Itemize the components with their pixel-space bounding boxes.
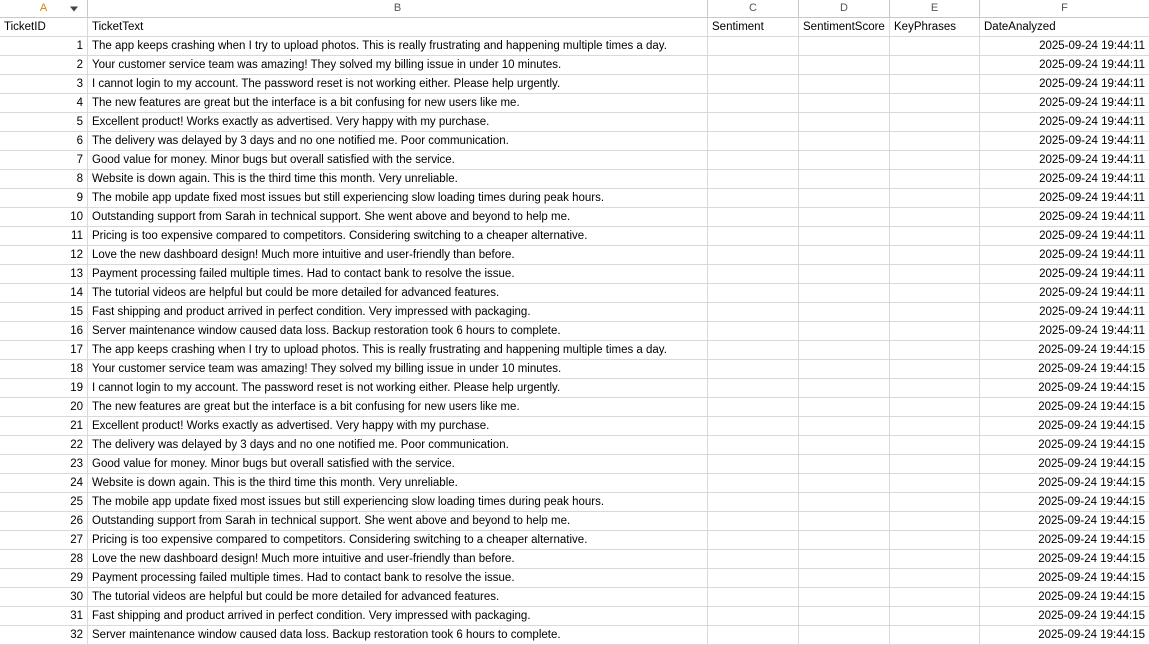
cell-sentimentscore[interactable] <box>799 322 890 340</box>
cell-dateanalyzed[interactable]: 2025-09-24 19:44:11 <box>1039 325 1145 337</box>
cell-keyphrases[interactable] <box>890 113 980 131</box>
cell-sentimentscore[interactable] <box>799 56 890 74</box>
cell-sentimentscore[interactable] <box>799 455 890 473</box>
cell-ticketid[interactable]: 8 <box>0 170 88 188</box>
cell-tickettext[interactable]: Payment processing failed multiple times. Had to contact bank to resolve the issue. <box>88 265 708 283</box>
cell-sentimentscore[interactable] <box>799 626 890 644</box>
cell-keyphrases[interactable] <box>890 189 980 207</box>
table-row <box>0 398 1149 417</box>
table-header-row <box>0 18 1149 37</box>
cell-sentimentscore[interactable] <box>799 208 890 226</box>
cell-ticketid[interactable]: 20 <box>0 398 88 416</box>
cell-dateanalyzed[interactable]: 2025-09-24 19:44:15 <box>1038 553 1145 565</box>
cell-tickettext[interactable]: Good value for money. Minor bugs but overall satisfied with the service. <box>88 455 708 473</box>
cell-sentiment[interactable] <box>708 208 799 226</box>
table-row <box>0 474 1149 493</box>
cell-ticketid[interactable]: 15 <box>0 303 88 321</box>
cell-keyphrases[interactable] <box>890 227 980 245</box>
cell-tickettext[interactable]: Outstanding support from Sarah in technical support. She went above and beyond to help me. <box>88 208 708 226</box>
cell-keyphrases[interactable] <box>890 569 980 587</box>
table-row <box>0 246 1149 265</box>
cell-sentiment[interactable] <box>708 607 799 625</box>
cell-ticketid[interactable]: 7 <box>0 151 88 169</box>
cell-sentiment[interactable] <box>708 75 799 93</box>
cell-sentimentscore[interactable] <box>799 417 890 435</box>
table-row <box>0 360 1149 379</box>
header-cell-keyphrases[interactable]: KeyPhrases <box>890 18 980 36</box>
cell-dateanalyzed[interactable]: 2025-09-24 19:44:11 <box>1039 78 1145 90</box>
table-row <box>0 37 1149 56</box>
cell-tickettext[interactable]: Website is down again. This is the third time this month. Very unreliable. <box>88 170 708 188</box>
cell-keyphrases[interactable] <box>890 360 980 378</box>
table-row <box>0 379 1149 398</box>
cell-sentiment[interactable] <box>708 227 799 245</box>
table-row <box>0 493 1149 512</box>
cell-tickettext[interactable]: I cannot login to my account. The password reset is not working either. Please help urgently. <box>88 75 708 93</box>
cell-keyphrases[interactable] <box>890 56 980 74</box>
table-row <box>0 227 1149 246</box>
cell-keyphrases[interactable] <box>890 75 980 93</box>
cell-tickettext[interactable]: The app keeps crashing when I try to upload photos. This is really frustrating and happening multiple times a day. <box>88 341 708 359</box>
table-row <box>0 550 1149 569</box>
cell-ticketid[interactable]: 17 <box>0 341 88 359</box>
header-cell-ticketid[interactable]: TicketID <box>0 18 88 36</box>
cell-dateanalyzed[interactable]: 2025-09-24 19:44:15 <box>1038 363 1145 375</box>
cell-dateanalyzed[interactable]: 2025-09-24 19:44:15 <box>1038 572 1145 584</box>
cell-tickettext[interactable]: Payment processing failed multiple times. Had to contact bank to resolve the issue. <box>88 569 708 587</box>
cell-keyphrases[interactable] <box>890 626 980 644</box>
cell-tickettext[interactable]: The new features are great but the interface is a bit confusing for new users like me. <box>88 94 708 112</box>
cell-ticketid[interactable]: 13 <box>0 265 88 283</box>
column-letter-label: B <box>393 2 402 14</box>
cell-keyphrases[interactable] <box>890 265 980 283</box>
cell-dateanalyzed[interactable]: 2025-09-24 19:44:15 <box>1038 420 1145 432</box>
cell-keyphrases[interactable] <box>890 284 980 302</box>
cell-dateanalyzed[interactable]: 2025-09-24 19:44:15 <box>1038 344 1145 356</box>
cell-sentimentscore[interactable] <box>799 284 890 302</box>
cell-sentiment[interactable] <box>708 360 799 378</box>
cell-tickettext[interactable]: Excellent product! Works exactly as advertised. Very happy with my purchase. <box>88 417 708 435</box>
cell-sentimentscore[interactable] <box>799 493 890 511</box>
header-cell-sentiment[interactable]: Sentiment <box>708 18 799 36</box>
cell-tickettext[interactable]: The app keeps crashing when I try to upload photos. This is really frustrating and happening multiple times a day. <box>88 37 708 55</box>
cell-dateanalyzed[interactable]: 2025-09-24 19:44:11 <box>1039 192 1145 204</box>
cell-ticketid[interactable]: 30 <box>0 588 88 606</box>
cell-sentimentscore[interactable] <box>799 75 890 93</box>
cell-ticketid[interactable]: 31 <box>0 607 88 625</box>
cell-tickettext[interactable]: Outstanding support from Sarah in technical support. She went above and beyond to help me. <box>88 512 708 530</box>
cell-keyphrases[interactable] <box>890 208 980 226</box>
cell-tickettext[interactable]: Your customer service team was amazing! They solved my billing issue in under 10 minutes. <box>88 360 708 378</box>
table-row <box>0 607 1149 626</box>
cell-sentiment[interactable] <box>708 588 799 606</box>
cell-sentiment[interactable] <box>708 455 799 473</box>
cell-sentimentscore[interactable] <box>799 303 890 321</box>
cell-keyphrases[interactable] <box>890 303 980 321</box>
table-row <box>0 531 1149 550</box>
table-row <box>0 208 1149 227</box>
column-header-f[interactable] <box>980 0 1149 17</box>
cell-tickettext[interactable]: The new features are great but the interface is a bit confusing for new users like me. <box>88 398 708 416</box>
cell-sentimentscore[interactable] <box>799 265 890 283</box>
cell-tickettext[interactable]: Pricing is too expensive compared to competitors. Considering switching to a cheaper alternative. <box>88 531 708 549</box>
cell-sentiment[interactable] <box>708 436 799 454</box>
cell-sentiment[interactable] <box>708 398 799 416</box>
cell-sentimentscore[interactable] <box>799 37 890 55</box>
cell-dateanalyzed[interactable]: 2025-09-24 19:44:11 <box>1039 173 1145 185</box>
cell-ticketid[interactable]: 26 <box>0 512 88 530</box>
cell-dateanalyzed[interactable]: 2025-09-24 19:44:11 <box>1039 59 1145 71</box>
cell-sentimentscore[interactable] <box>799 398 890 416</box>
table-row <box>0 189 1149 208</box>
cell-dateanalyzed[interactable]: 2025-09-24 19:44:11 <box>1039 306 1145 318</box>
column-header-d[interactable] <box>799 0 890 17</box>
header-cell-dateanalyzed[interactable]: DateAnalyzed <box>984 21 1056 33</box>
table-row <box>0 170 1149 189</box>
cell-dateanalyzed[interactable]: 2025-09-24 19:44:15 <box>1038 591 1145 603</box>
cell-dateanalyzed[interactable]: 2025-09-24 19:44:11 <box>1039 154 1145 166</box>
cell-ticketid[interactable]: 4 <box>0 94 88 112</box>
cell-keyphrases[interactable] <box>890 436 980 454</box>
column-letter-label: E <box>930 2 939 14</box>
cell-sentiment[interactable] <box>708 322 799 340</box>
cell-dateanalyzed[interactable]: 2025-09-24 19:44:11 <box>1039 211 1145 223</box>
column-header-b[interactable] <box>88 0 708 17</box>
cell-dateanalyzed[interactable]: 2025-09-24 19:44:11 <box>1039 268 1145 280</box>
cell-ticketid[interactable]: 1 <box>0 37 88 55</box>
cell-sentiment[interactable] <box>708 379 799 397</box>
cell-tickettext[interactable]: Love the new dashboard design! Much more intuitive and user-friendly than before. <box>88 246 708 264</box>
cell-sentiment[interactable] <box>708 550 799 568</box>
cell-dateanalyzed[interactable]: 2025-09-24 19:44:15 <box>1038 458 1145 470</box>
cell-ticketid[interactable]: 11 <box>0 227 88 245</box>
cell-sentiment[interactable] <box>708 265 799 283</box>
cell-keyphrases[interactable] <box>890 341 980 359</box>
table-row <box>0 569 1149 588</box>
cell-sentiment[interactable] <box>708 303 799 321</box>
header-cell-sentimentscore[interactable]: SentimentScore <box>799 18 890 36</box>
table-row <box>0 436 1149 455</box>
cell-dateanalyzed[interactable]: 2025-09-24 19:44:15 <box>1038 439 1145 451</box>
sheet-rows <box>0 18 1149 645</box>
cell-dateanalyzed[interactable]: 2025-09-24 19:44:15 <box>1038 629 1145 641</box>
cell-keyphrases[interactable] <box>890 455 980 473</box>
cell-ticketid[interactable]: 21 <box>0 417 88 435</box>
cell-ticketid[interactable]: 9 <box>0 189 88 207</box>
cell-sentiment[interactable] <box>708 284 799 302</box>
cell-tickettext[interactable]: The delivery was delayed by 3 days and no one notified me. Poor communication. <box>88 132 708 150</box>
cell-sentiment[interactable] <box>708 569 799 587</box>
cell-ticketid[interactable]: 24 <box>0 474 88 492</box>
cell-sentimentscore[interactable] <box>799 246 890 264</box>
cell-tickettext[interactable]: The tutorial videos are helpful but could be more detailed for advanced features. <box>88 588 708 606</box>
cell-keyphrases[interactable] <box>890 550 980 568</box>
table-row <box>0 626 1149 645</box>
cell-sentimentscore[interactable] <box>799 607 890 625</box>
cell-sentimentscore[interactable] <box>799 151 890 169</box>
table-row <box>0 132 1149 151</box>
cell-tickettext[interactable]: Excellent product! Works exactly as advertised. Very happy with my purchase. <box>88 113 708 131</box>
cell-tickettext[interactable]: Server maintenance window caused data loss. Backup restoration took 6 hours to complete. <box>88 322 708 340</box>
cell-keyphrases[interactable] <box>890 170 980 188</box>
column-letter-label: C <box>749 2 757 14</box>
cell-tickettext[interactable]: Fast shipping and product arrived in perfect condition. Very impressed with packaging. <box>88 607 708 625</box>
cell-ticketid[interactable]: 3 <box>0 75 88 93</box>
cell-keyphrases[interactable] <box>890 37 980 55</box>
cell-dateanalyzed[interactable]: 2025-09-24 19:44:11 <box>1039 249 1145 261</box>
cell-keyphrases[interactable] <box>890 132 980 150</box>
cell-sentiment[interactable] <box>708 493 799 511</box>
table-row <box>0 75 1149 94</box>
column-header-e[interactable] <box>890 0 980 17</box>
cell-dateanalyzed[interactable]: 2025-09-24 19:44:15 <box>1038 496 1145 508</box>
cell-dateanalyzed[interactable]: 2025-09-24 19:44:11 <box>1039 135 1145 147</box>
table-row <box>0 94 1149 113</box>
cell-sentimentscore[interactable] <box>799 550 890 568</box>
cell-ticketid[interactable]: 14 <box>0 284 88 302</box>
cell-dateanalyzed[interactable]: 2025-09-24 19:44:15 <box>1038 610 1145 622</box>
cell-sentiment[interactable] <box>708 626 799 644</box>
cell-keyphrases[interactable] <box>890 246 980 264</box>
cell-ticketid[interactable]: 19 <box>0 379 88 397</box>
cell-tickettext[interactable]: The delivery was delayed by 3 days and no one notified me. Poor communication. <box>88 436 708 454</box>
column-letter-label: F <box>1061 2 1068 14</box>
cell-ticketid[interactable]: 16 <box>0 322 88 340</box>
cell-ticketid[interactable]: 18 <box>0 360 88 378</box>
cell-sentimentscore[interactable] <box>799 189 890 207</box>
cell-ticketid[interactable]: 27 <box>0 531 88 549</box>
cell-tickettext[interactable]: Website is down again. This is the third time this month. Very unreliable. <box>88 474 708 492</box>
cell-sentiment[interactable] <box>708 132 799 150</box>
cell-sentimentscore[interactable] <box>799 379 890 397</box>
cell-sentiment[interactable] <box>708 474 799 492</box>
cell-dateanalyzed[interactable]: 2025-09-24 19:44:15 <box>1038 477 1145 489</box>
table-row <box>0 417 1149 436</box>
cell-tickettext[interactable]: Good value for money. Minor bugs but overall satisfied with the service. <box>88 151 708 169</box>
cell-sentimentscore[interactable] <box>799 94 890 112</box>
cell-dateanalyzed[interactable]: 2025-09-24 19:44:11 <box>1039 230 1145 242</box>
cell-dateanalyzed[interactable]: 2025-09-24 19:44:11 <box>1039 287 1145 299</box>
table-row <box>0 265 1149 284</box>
cell-sentiment[interactable] <box>708 512 799 530</box>
cell-tickettext[interactable]: The mobile app update fixed most issues but still experiencing slow loading times during peak hours. <box>88 189 708 207</box>
cell-keyphrases[interactable] <box>890 94 980 112</box>
cell-keyphrases[interactable] <box>890 493 980 511</box>
table-row <box>0 341 1149 360</box>
cell-sentimentscore[interactable] <box>799 436 890 454</box>
cell-tickettext[interactable]: The mobile app update fixed most issues but still experiencing slow loading times during peak hours. <box>88 493 708 511</box>
cell-dateanalyzed[interactable]: 2025-09-24 19:44:11 <box>1039 116 1145 128</box>
cell-sentimentscore[interactable] <box>799 531 890 549</box>
cell-ticketid[interactable]: 25 <box>0 493 88 511</box>
column-letter-bar <box>0 0 1149 18</box>
cell-tickettext[interactable]: Server maintenance window caused data loss. Backup restoration took 6 hours to complete. <box>88 626 708 644</box>
cell-tickettext[interactable]: Your customer service team was amazing! They solved my billing issue in under 10 minutes. <box>88 56 708 74</box>
cell-ticketid[interactable]: 5 <box>0 113 88 131</box>
cell-sentimentscore[interactable] <box>799 132 890 150</box>
filter-dropdown-icon[interactable] <box>70 6 78 11</box>
cell-ticketid[interactable]: 23 <box>0 455 88 473</box>
cell-keyphrases[interactable] <box>890 417 980 435</box>
cell-keyphrases[interactable] <box>890 474 980 492</box>
cell-keyphrases[interactable] <box>890 151 980 169</box>
cell-dateanalyzed[interactable]: 2025-09-24 19:44:15 <box>1038 534 1145 546</box>
cell-dateanalyzed[interactable]: 2025-09-24 19:44:15 <box>1038 515 1145 527</box>
cell-sentimentscore[interactable] <box>799 227 890 245</box>
table-row <box>0 56 1149 75</box>
cell-tickettext[interactable]: Love the new dashboard design! Much more intuitive and user-friendly than before. <box>88 550 708 568</box>
cell-sentiment[interactable] <box>708 189 799 207</box>
column-header-c[interactable] <box>708 0 799 17</box>
cell-sentiment[interactable] <box>708 151 799 169</box>
cell-dateanalyzed[interactable]: 2025-09-24 19:44:15 <box>1038 401 1145 413</box>
column-letter-label: A <box>39 2 48 14</box>
cell-sentimentscore[interactable] <box>799 588 890 606</box>
cell-ticketid[interactable]: 6 <box>0 132 88 150</box>
table-row <box>0 322 1149 341</box>
column-letter-label: D <box>840 2 848 14</box>
table-row <box>0 284 1149 303</box>
table-row <box>0 588 1149 607</box>
cell-sentiment[interactable] <box>708 170 799 188</box>
cell-ticketid[interactable]: 29 <box>0 569 88 587</box>
cell-sentimentscore[interactable] <box>799 474 890 492</box>
cell-tickettext[interactable]: The tutorial videos are helpful but could be more detailed for advanced features. <box>88 284 708 302</box>
cell-sentimentscore[interactable] <box>799 569 890 587</box>
cell-ticketid[interactable]: 28 <box>0 550 88 568</box>
cell-sentiment[interactable] <box>708 37 799 55</box>
cell-ticketid[interactable]: 12 <box>0 246 88 264</box>
table-row <box>0 455 1149 474</box>
cell-sentiment[interactable] <box>708 94 799 112</box>
cell-keyphrases[interactable] <box>890 588 980 606</box>
table-row <box>0 113 1149 132</box>
cell-tickettext[interactable]: Fast shipping and product arrived in perfect condition. Very impressed with packaging. <box>88 303 708 321</box>
cell-ticketid[interactable]: 22 <box>0 436 88 454</box>
cell-ticketid[interactable]: 10 <box>0 208 88 226</box>
cell-sentimentscore[interactable] <box>799 512 890 530</box>
cell-keyphrases[interactable] <box>890 322 980 340</box>
cell-keyphrases[interactable] <box>890 512 980 530</box>
cell-dateanalyzed[interactable]: 2025-09-24 19:44:11 <box>1039 97 1145 109</box>
cell-dateanalyzed[interactable]: 2025-09-24 19:44:15 <box>1038 382 1145 394</box>
cell-sentiment[interactable] <box>708 531 799 549</box>
cell-sentimentscore[interactable] <box>799 360 890 378</box>
cell-ticketid[interactable]: 32 <box>0 626 88 644</box>
header-cell-tickettext[interactable]: TicketText <box>88 18 708 36</box>
cell-keyphrases[interactable] <box>890 531 980 549</box>
cell-keyphrases[interactable] <box>890 398 980 416</box>
table-row <box>0 512 1149 531</box>
column-header-a[interactable] <box>0 0 88 17</box>
cell-sentiment[interactable] <box>708 113 799 131</box>
cell-ticketid[interactable]: 2 <box>0 56 88 74</box>
cell-tickettext[interactable]: I cannot login to my account. The password reset is not working either. Please help urgently. <box>88 379 708 397</box>
cell-dateanalyzed[interactable]: 2025-09-24 19:44:11 <box>1039 40 1145 52</box>
cell-keyphrases[interactable] <box>890 379 980 397</box>
cell-sentiment[interactable] <box>708 417 799 435</box>
cell-sentiment[interactable] <box>708 246 799 264</box>
cell-keyphrases[interactable] <box>890 607 980 625</box>
table-row <box>0 151 1149 170</box>
cell-sentimentscore[interactable] <box>799 113 890 131</box>
cell-sentiment[interactable] <box>708 56 799 74</box>
table-row <box>0 303 1149 322</box>
cell-sentimentscore[interactable] <box>799 341 890 359</box>
cell-tickettext[interactable]: Pricing is too expensive compared to competitors. Considering switching to a cheaper alternative. <box>88 227 708 245</box>
cell-sentimentscore[interactable] <box>799 170 890 188</box>
cell-sentiment[interactable] <box>708 341 799 359</box>
